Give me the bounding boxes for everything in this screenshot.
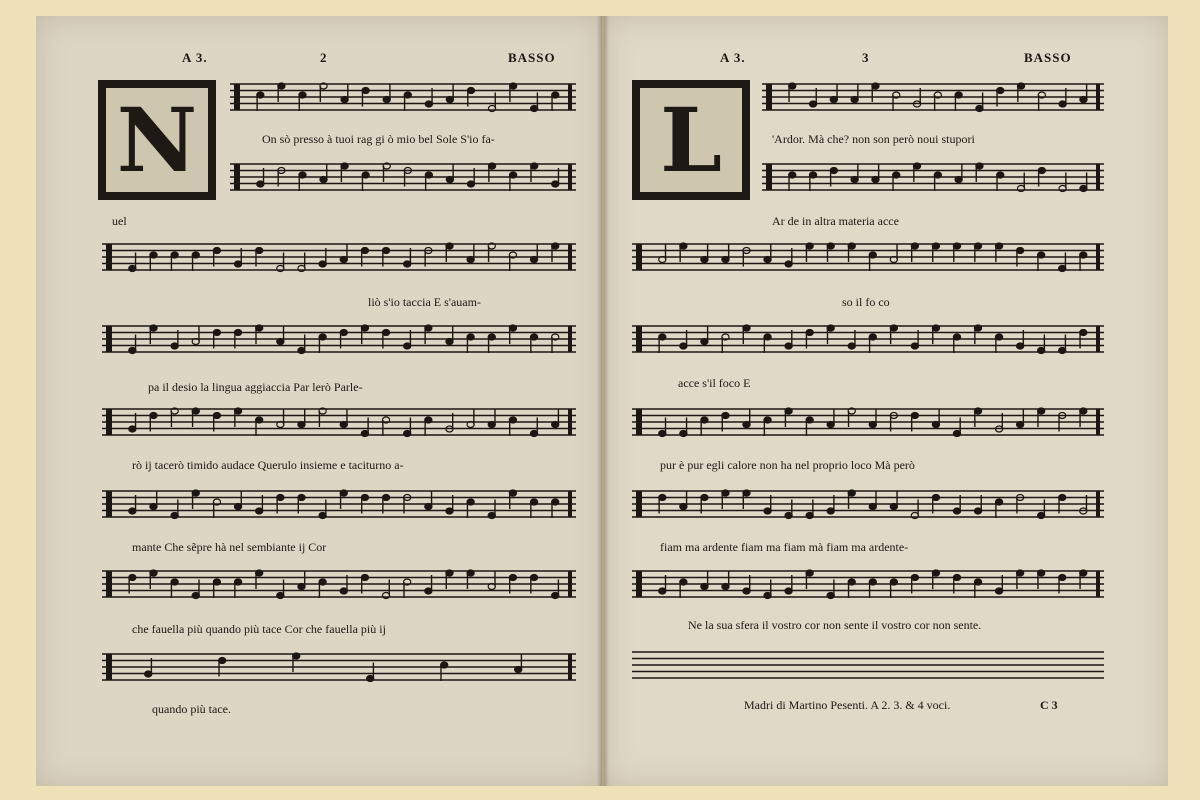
lyric-line: pa il desio la lingua aggiaccia Par lerò Parle- [148, 380, 363, 394]
clef-sign [636, 244, 642, 270]
final-barline [568, 654, 572, 680]
staff-graphic [102, 485, 576, 523]
left-signature: A 3. [182, 50, 208, 65]
music-staff [230, 158, 576, 196]
music-staff [230, 78, 576, 116]
staff-graphic [632, 320, 1104, 358]
lyric-line: mante Che sẽpre hà nel sembiante ij Cor [132, 540, 327, 554]
final-barline [568, 84, 572, 110]
staff-graphic [230, 158, 576, 196]
staff-graphic [762, 158, 1104, 196]
staff-graphic [632, 403, 1104, 441]
music-staff [632, 565, 1104, 603]
lyric-line: Ar de in altra materia acce [772, 214, 899, 228]
empty-staff [632, 646, 1104, 684]
lyric-line: pur è pur egli calore non ha nel proprio loco Mà però [660, 458, 915, 472]
music-staff [102, 565, 576, 603]
staff-graphic [632, 646, 1104, 684]
lyric-line: che fauella più quando più tace Cor che fauella più ij [132, 622, 386, 636]
initial-letter: L [660, 88, 722, 192]
final-barline [568, 409, 572, 435]
lyric-line: 'Ardor. Mà che? non son però noui stupori [772, 132, 975, 146]
clef-sign [234, 164, 240, 190]
staff-graphic [230, 78, 576, 116]
final-barline [568, 571, 572, 597]
music-staff [102, 403, 576, 441]
music-staff [632, 320, 1104, 358]
final-barline [568, 244, 572, 270]
final-barline [1096, 326, 1100, 352]
lyric-line: liò s'io taccia E s'auam- [368, 295, 481, 309]
staff-graphic [762, 78, 1104, 116]
staff-graphic [632, 485, 1104, 523]
right-page-number: 3 [862, 50, 870, 65]
lyric-line: fiam ma ardente fiam ma fiam mà fiam ma ardente- [660, 540, 909, 554]
right-signature: A 3. [720, 50, 746, 65]
lyric-line: rò ij tacerò timido audace Querulo insieme e taciturno a- [132, 458, 404, 472]
lyric-line: so il fo co [842, 295, 890, 309]
music-staff [632, 403, 1104, 441]
music-staff [632, 485, 1104, 523]
clef-sign [636, 491, 642, 517]
final-barline [1096, 244, 1100, 270]
music-staff [632, 238, 1104, 276]
clef-sign [636, 409, 642, 435]
lyric-line: uel [112, 214, 127, 228]
initial-letter: N [116, 88, 198, 192]
staff-graphic [632, 238, 1104, 276]
right-part-name: BASSO [1024, 50, 1072, 65]
music-staff [762, 158, 1104, 196]
staff-graphic [102, 403, 576, 441]
final-barline [568, 164, 572, 190]
footer-title: Madri di Martino Pesenti. A 2. 3. & 4 voci. [744, 698, 951, 712]
final-barline [1096, 84, 1100, 110]
clef-sign [106, 409, 112, 435]
staff-graphic [102, 320, 576, 358]
final-barline [1096, 409, 1100, 435]
final-barline [568, 326, 572, 352]
staff-graphic [102, 565, 576, 603]
lyric-line: acce s'il foco E [678, 376, 751, 390]
final-barline [1096, 571, 1100, 597]
clef-sign [636, 326, 642, 352]
clef-sign [766, 164, 772, 190]
staff-graphic [102, 238, 576, 276]
lyric-line: Ne la sua sfera il vostro cor non sente il vostro cor non sente. [688, 618, 982, 632]
lyric-line: On sò presso à tuoi rag gi ò mio bel Sole S'io fa- [262, 132, 495, 146]
clef-sign [106, 654, 112, 680]
final-barline [1096, 491, 1100, 517]
clef-sign [106, 491, 112, 517]
decorated-initial-n [98, 80, 216, 200]
clef-sign [636, 571, 642, 597]
staff-graphic [102, 648, 576, 686]
final-barline [1096, 164, 1100, 190]
music-staff [102, 485, 576, 523]
footer-signature: C 3 [1040, 698, 1058, 712]
clef-sign [766, 84, 772, 110]
decorated-initial-l [632, 80, 750, 200]
lyric-line: quando più tace. [152, 702, 231, 716]
book-gutter [597, 16, 609, 786]
music-staff [102, 238, 576, 276]
music-staff [102, 320, 576, 358]
final-barline [568, 491, 572, 517]
clef-sign [106, 326, 112, 352]
clef-sign [234, 84, 240, 110]
clef-sign [106, 571, 112, 597]
music-staff [102, 648, 576, 686]
music-staff [762, 78, 1104, 116]
left-page-number: 2 [320, 50, 328, 65]
left-part-name: BASSO [508, 50, 556, 65]
clef-sign [106, 244, 112, 270]
staff-graphic [632, 565, 1104, 603]
